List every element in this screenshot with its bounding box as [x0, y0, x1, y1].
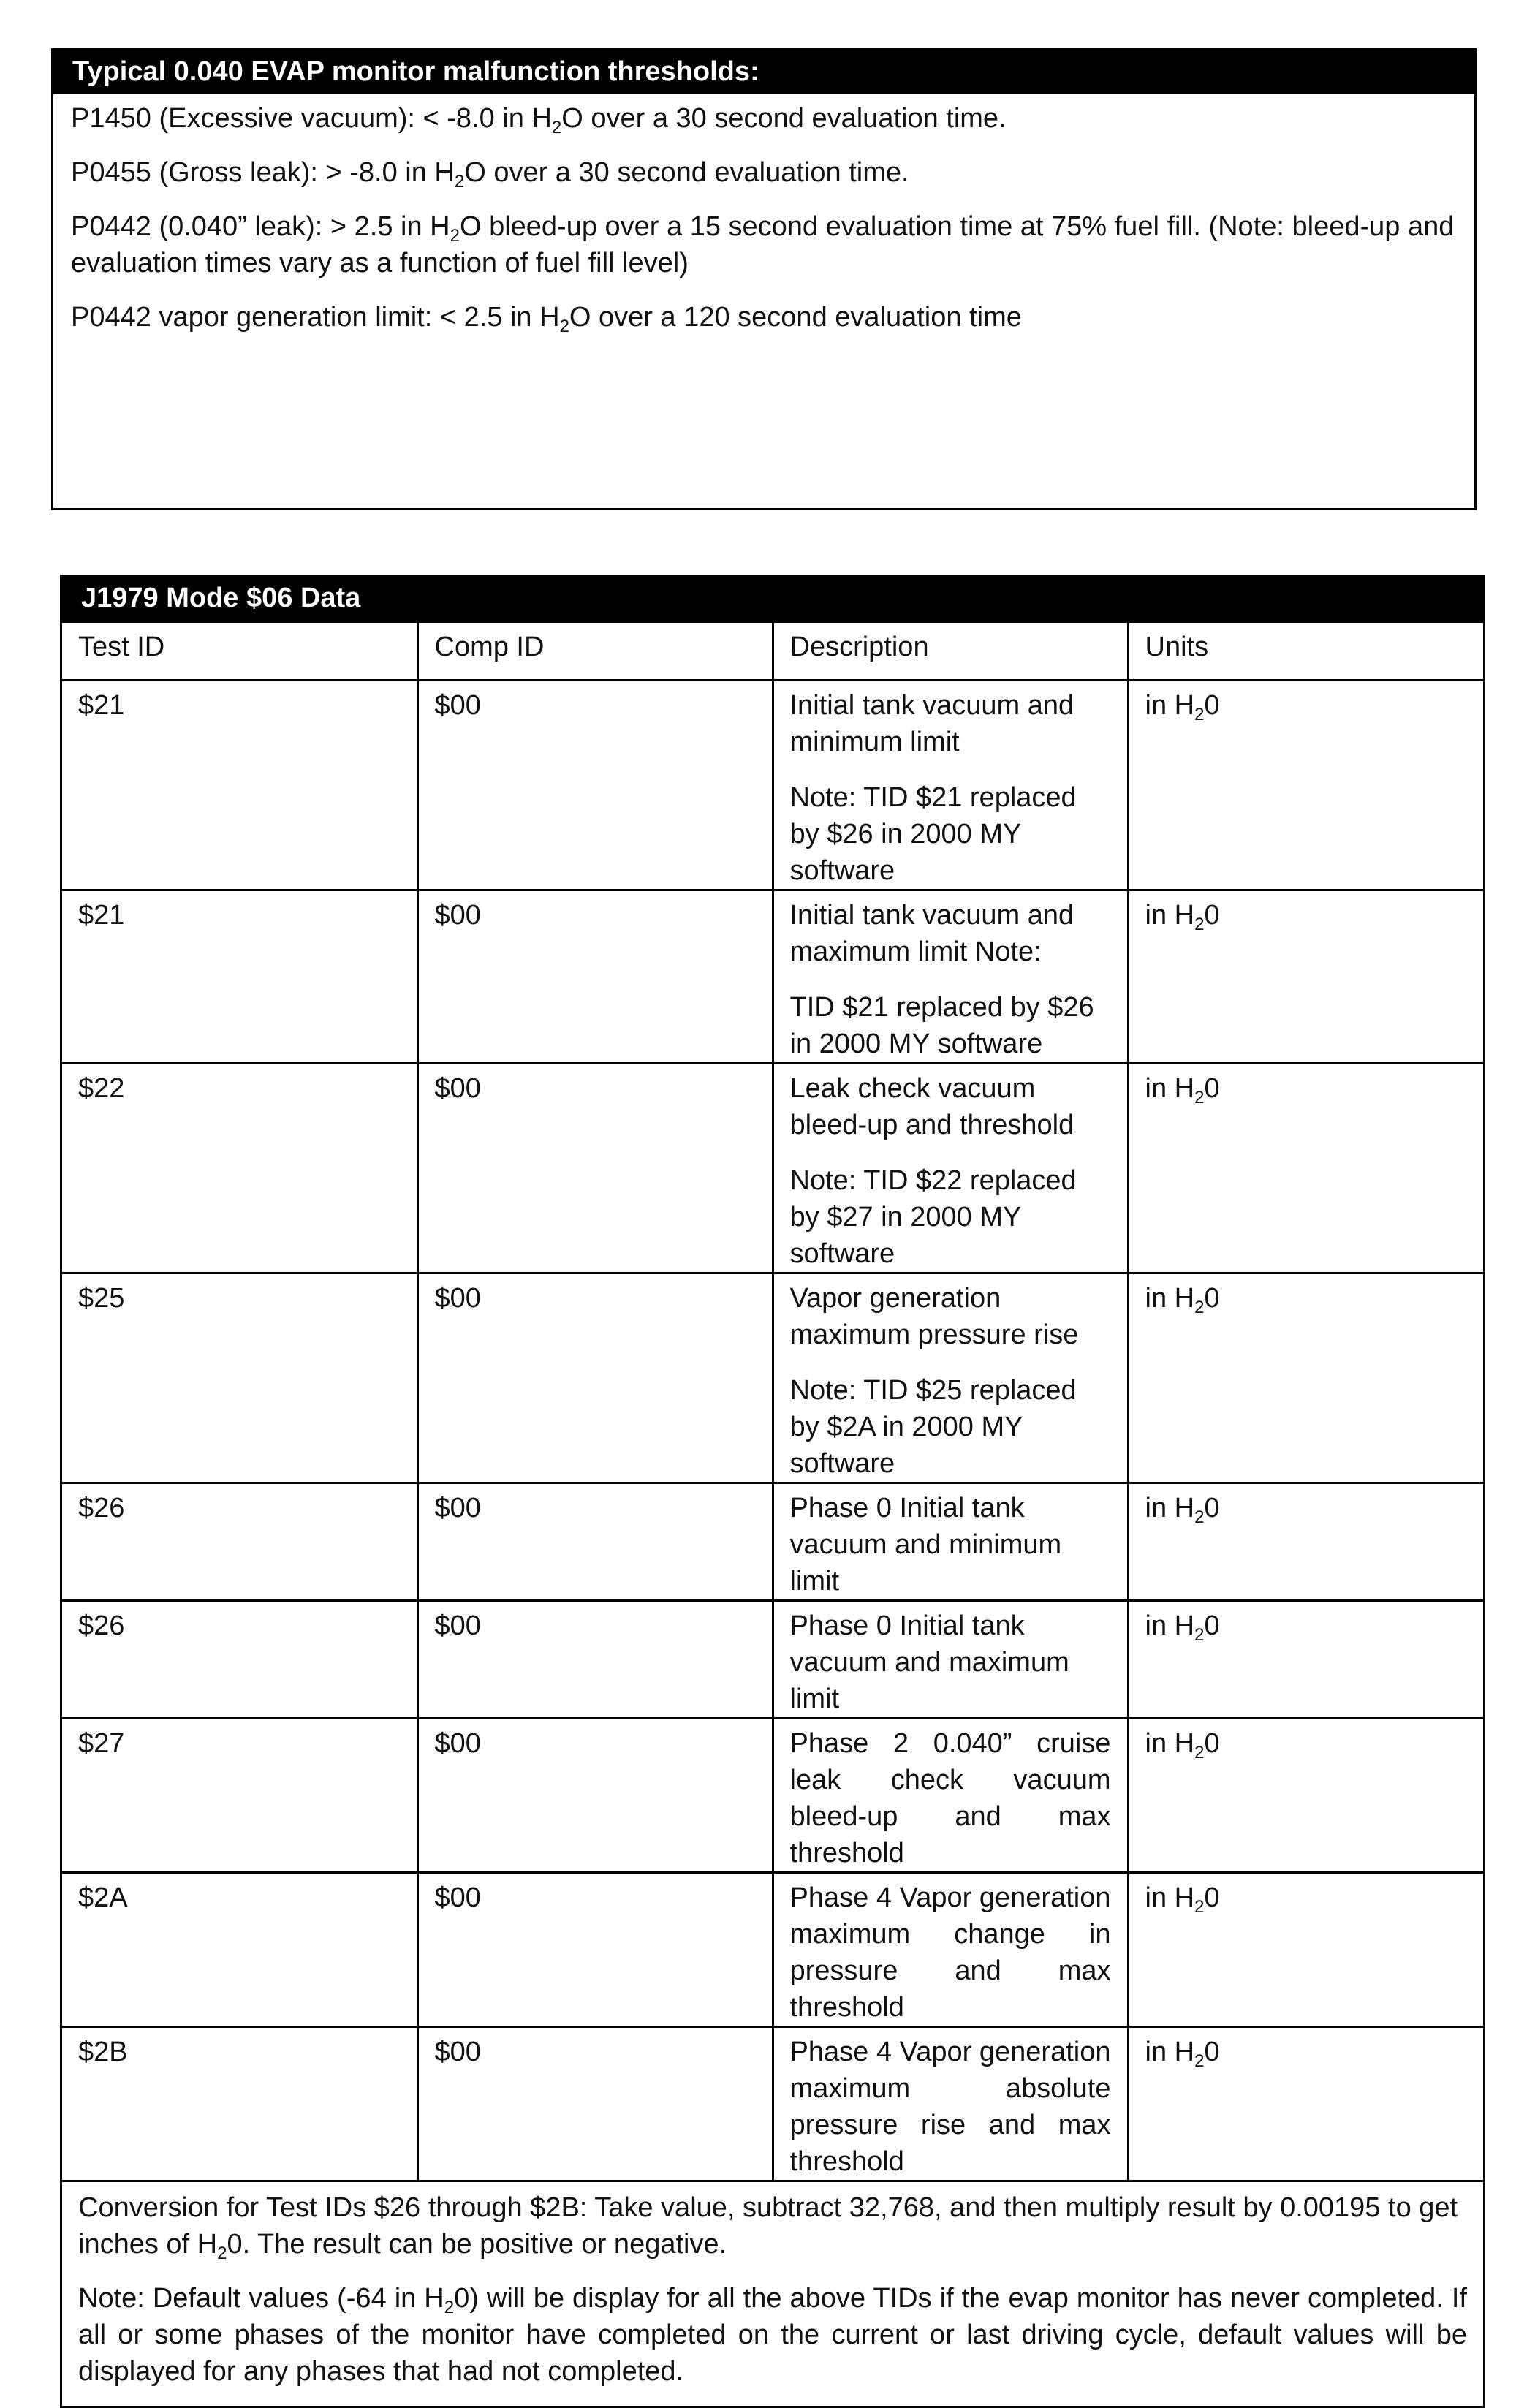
cell-units: in $H_20$	[1128, 1273, 1483, 1483]
cell-test-id: $27	[62, 1719, 417, 1873]
cell-description: Phase 4 Vapor generation maximum absolute pressure rise and max threshold	[773, 2027, 1128, 2181]
default-values-note: Note: Default values (-64 in $H_20$) will be display for all the above TIDs if the evap monitor has never completed. If all or some phases of the monitor have completed on the current or last driving cycle, default values will be displayed for any phases that had not completed.	[78, 2283, 1467, 2387]
table-footer	[62, 2181, 1483, 2407]
table-footer-row	[62, 2181, 1483, 2407]
cell-comp-id: $00	[417, 890, 773, 1064]
thresholds-title: Typical 0.040 EVAP monitor malfunction thresholds:	[53, 50, 1474, 94]
cell-comp-id: $00	[417, 1483, 773, 1601]
cell-units: in $H_20$	[1128, 890, 1483, 1064]
cell-comp-id: $00	[417, 1273, 773, 1483]
cell-description: Leak check vacuum bleed-up and threshold Note: TID $22 replaced by $27 in 2000 MY software	[773, 1064, 1128, 1273]
header-comp-id: Comp ID	[417, 622, 773, 681]
table-header-row	[62, 622, 1483, 681]
cell-description: Phase 0 Initial tank vacuum and minimum limit	[773, 1483, 1128, 1601]
cell-test-id: $2A	[62, 1873, 417, 2027]
cell-test-id: $26	[62, 1601, 417, 1719]
cell-comp-id: $00	[417, 1601, 773, 1719]
table-row	[62, 1483, 1483, 1601]
cell-test-id: $21	[62, 681, 417, 890]
cell-test-id: $26	[62, 1483, 417, 1601]
threshold-p0455: P0455 (Gross leak): > -8.0 in $H_2O$ over a 30 second evaluation time.	[71, 157, 909, 192]
cell-description: Vapor generation maximum pressure rise Note: TID $25 replaced by $2A in 2000 MY software	[773, 1273, 1128, 1483]
cell-description: Initial tank vacuum and minimum limit Note: TID $21 replaced by $26 in 2000 MY software	[773, 681, 1128, 890]
cell-comp-id: $00	[417, 681, 773, 890]
cell-comp-id: $00	[417, 1873, 773, 2027]
table-row	[62, 1064, 1483, 1273]
cell-units: in $H_20$	[1128, 1719, 1483, 1873]
conversion-note: Conversion for Test IDs $26 through $2B: Take value, subtract 32,768, and then multiply result by 0.00195 to get inches of $H_20$. The result can be positive or negative.	[78, 2192, 1458, 2263]
cell-description: Phase 2 0.040” cruise leak check vacuum bleed-up and max threshold	[773, 1719, 1128, 1873]
cell-units: in $H_20$	[1128, 681, 1483, 890]
mode06-box	[60, 575, 1485, 2408]
cell-units: in $H_20$	[1128, 1064, 1483, 1273]
table-row	[62, 1273, 1483, 1483]
cell-test-id: $2B	[62, 2027, 417, 2181]
header-units: Units	[1128, 622, 1483, 681]
threshold-p1450: P1450 (Excessive vacuum): < -8.0 in $H_2O$ over a 30 second evaluation time.	[71, 103, 1007, 137]
table-row	[62, 681, 1483, 890]
cell-comp-id: $00	[417, 1719, 773, 1873]
cell-comp-id: $00	[417, 2027, 773, 2181]
table-row	[62, 1719, 1483, 1873]
cell-units: in $H_20$	[1128, 1483, 1483, 1601]
table-row	[62, 1601, 1483, 1719]
table-row	[62, 1873, 1483, 2027]
header-description: Description	[773, 622, 1128, 681]
cell-units: in $H_20$	[1128, 2027, 1483, 2181]
cell-description: Phase 4 Vapor generation maximum change in pressure and max threshold	[773, 1873, 1128, 2027]
threshold-p0442-vapor: P0442 vapor generation limit: < 2.5 in $H_2O$ over a 120 second evaluation time	[71, 302, 1022, 336]
cell-description: Phase 0 Initial tank vacuum and maximum limit	[773, 1601, 1128, 1719]
thresholds-body	[53, 94, 1474, 336]
header-test-id: Test ID	[62, 622, 417, 681]
cell-comp-id: $00	[417, 1064, 773, 1273]
cell-test-id: $21	[62, 890, 417, 1064]
cell-description: Initial tank vacuum and maximum limit Note: TID $21 replaced by $26 in 2000 MY software	[773, 890, 1128, 1064]
table-row	[62, 2027, 1483, 2181]
cell-units: in $H_20$	[1128, 1601, 1483, 1719]
thresholds-box	[51, 48, 1477, 510]
cell-units: in $H_20$	[1128, 1873, 1483, 2027]
table-row	[62, 890, 1483, 1064]
threshold-p0442: P0442 (0.040” leak): > 2.5 in $H_2O$ bleed-up over a 15 second evaluation time at 75% fuel fill. (Note: bleed-up and evaluation times vary as a function of fuel fill level)	[71, 211, 1455, 279]
cell-test-id: $22	[62, 1064, 417, 1273]
mode06-table	[62, 577, 1483, 2406]
cell-test-id: $25	[62, 1273, 417, 1483]
mode06-title: J1979 Mode $06 Data	[62, 577, 1483, 621]
